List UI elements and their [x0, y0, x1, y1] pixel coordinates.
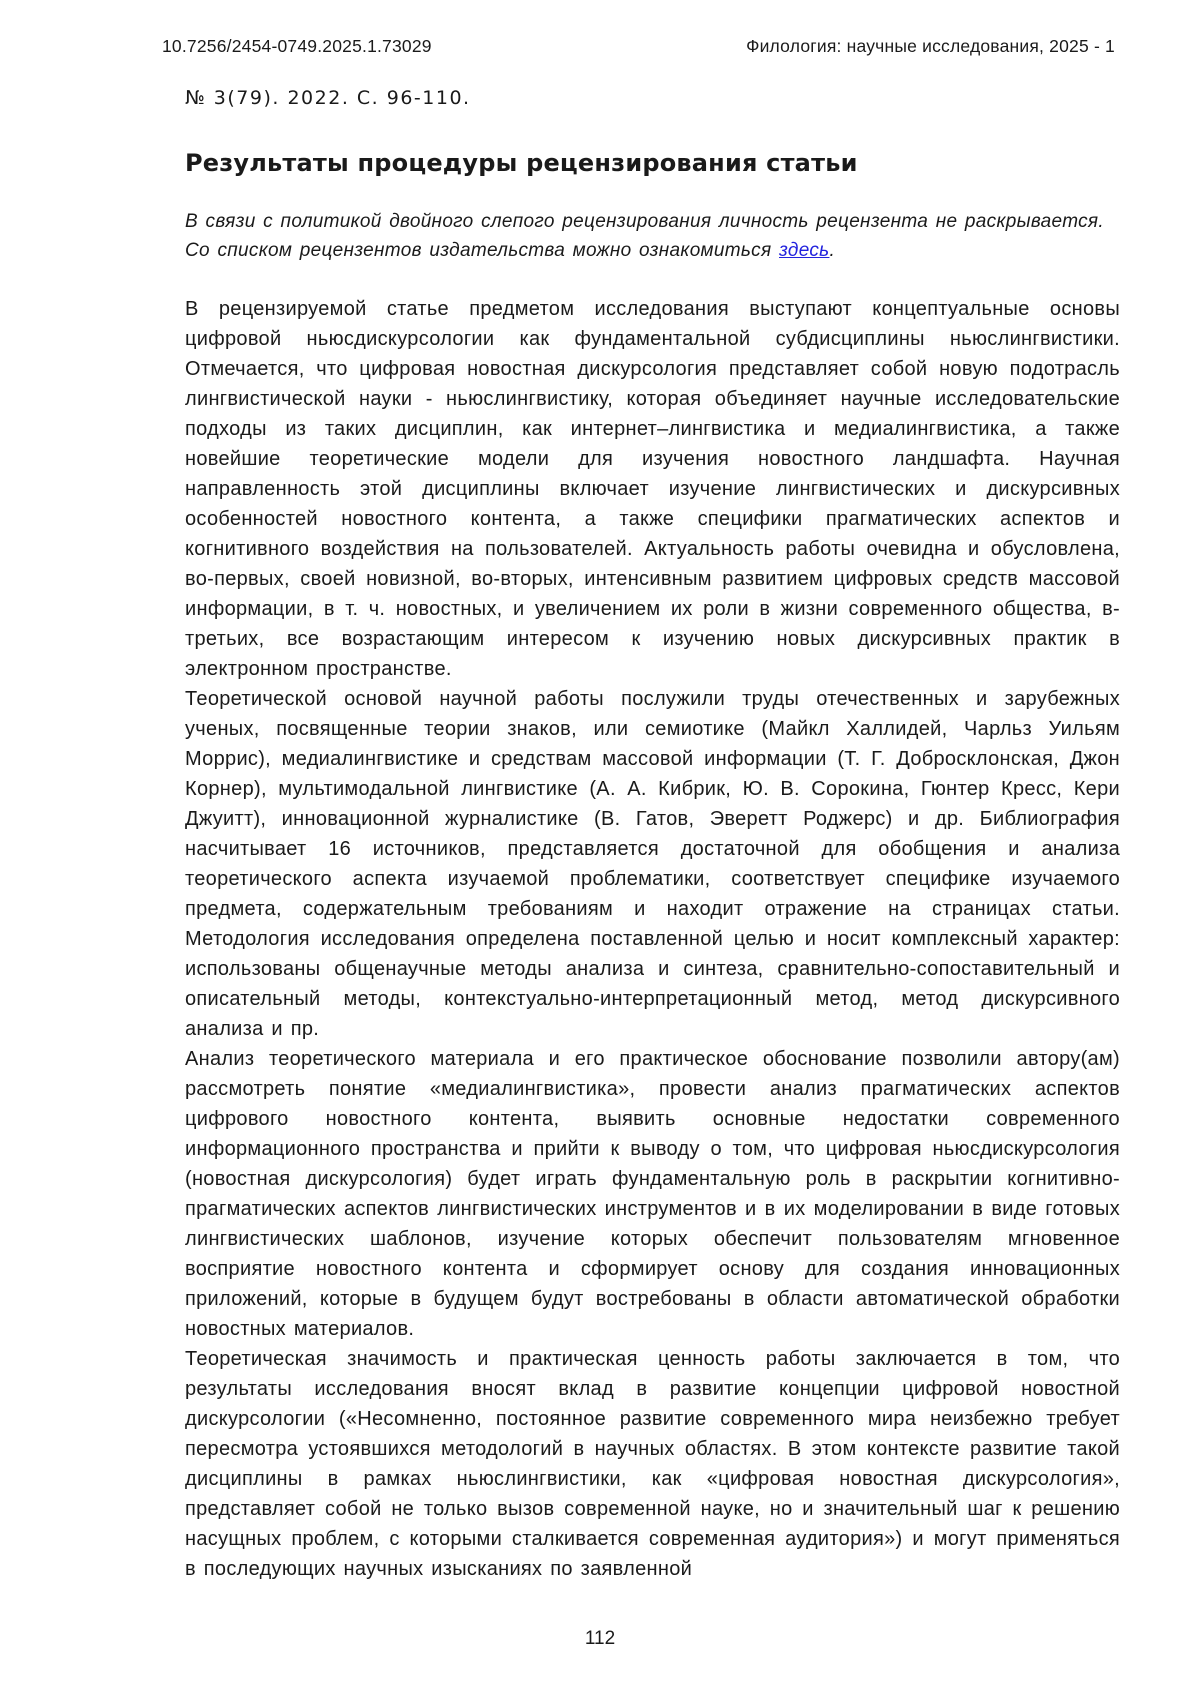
citation-line: № 3(79). 2022. С. 96-110. [185, 87, 471, 109]
journal-title: Филология: научные исследования, 2025 - 1 [746, 36, 1115, 56]
policy-line-2-text: Со списком рецензентов издательства можно ознакомиться [185, 240, 779, 261]
page-number: 112 [584, 1628, 616, 1649]
page-content [185, 149, 1120, 1584]
review-paragraph: Анализ теоретического материала и его практическое обоснование позволили автору(ам) рассмотреть понятие «медиалингвистика», провести анализ прагматических аспектов цифрового новостного контента, выявить основные недостатки современного информационного пространства и прийти к выводу о том, что цифровая ньюсдискурсология (новостная дискурсология) будет играть фундаментальную роль в раскрытии когнитивно-прагматических аспектов лингвистических инструментов и в их моделировании в виде готовых лингвистических шаблонов, изучение которых обеспечит пользователям мгновенное восприятие новостного контента и сформирует основу для создания инновационных приложений, которые в будущем будут востребованы в области автоматической обработки новостных материалов. [185, 1048, 1120, 1340]
review-text [185, 294, 1120, 1584]
policy-line-2 [185, 236, 1120, 265]
policy-line-2-suffix: . [829, 240, 836, 261]
policy-line-1: В связи с политикой двойного слепого рецензирования личность рецензента не раскрывается. [185, 211, 1104, 232]
reviewers-list-link[interactable]: здесь [779, 240, 830, 261]
review-policy-note [185, 207, 1120, 265]
page-header [0, 0, 1200, 57]
review-paragraph: Теоретической основой научной работы послужили труды отечественных и зарубежных ученых, посвященные теории знаков, или семиотике (Майкл Халлидей, Чарльз Уильям Моррис), медиалингвистике и средствам массовой информации (Т. Г. Добросклонская, Джон Корнер), мультимодальной лингвистике (А. А. Кибрик, Ю. В. Сорокина, Гюнтер Кресс, Кери Джуитт), инновационной журналистике (В. Гатов, Эверетт Роджерс) и др. Библиография насчитывает 16 источников, представляется достаточной для обобщения и анализа теоретического аспекта изучаемой проблематики, соответствует специфике изучаемого предмета, содержательным требованиям и находит отражение на страницах статьи. Методология исследования определена поставленной целью и носит комплексный характер: использованы общенаучные методы анализа и синтеза, сравнительно-сопоставительный и описательный методы, контекстуально-интерпретационный метод, метод дискурсивного анализа и пр. [185, 688, 1120, 1040]
review-paragraph: Теоретическая значимость и практическая ценность работы заключается в том, что результаты исследования вносят вклад в развитие концепции цифровой новостной дискурсологии («Несомненно, постоянное развитие современного мира неизбежно требует пересмотра устоявшихся методологий в научных областях. В этом контексте развитие такой дисциплины в рамках ньюслингвистики, как «цифровая новостная дискурсология», представляет собой не только вызов современной науке, но и значительный шаг к решению насущных проблем, с которыми сталкивается современная аудитория») и могут применяться в последующих научных изысканиях по заявленной [185, 1348, 1120, 1580]
section-title: Результаты процедуры рецензирования статьи [185, 149, 858, 177]
doi-text: 10.7256/2454-0749.2025.1.73029 [162, 36, 432, 56]
review-paragraph: В рецензируемой статье предметом исследования выступают концептуальные основы цифровой ньюсдискурсологии как фундаментальной субдисциплины ньюслингвистики. Отмечается, что цифровая новостная дискурсология представляет собой новую подотрасль лингвистической науки - ньюслингвистику, которая объединяет научные исследовательские подходы из таких дисциплин, как интернет–лингвистика и медиалингвистика, а также новейшие теоретические модели для изучения новостного ландшафта. Научная направленность этой дисциплины включает изучение лингвистических и дискурсивных особенностей новостного контента, а также специфики прагматических аспектов и когнитивного воздействия на пользователей. Актуальность работы очевидна и обусловлена, во-первых, своей новизной, во-вторых, интенсивным развитием цифровых средств массовой информации, в т. ч. новостных, и увеличением их роли в жизни современного общества, в-третьих, все возрастающим интересом к изучению новых дискурсивных практик в электронном пространстве. [185, 298, 1120, 680]
